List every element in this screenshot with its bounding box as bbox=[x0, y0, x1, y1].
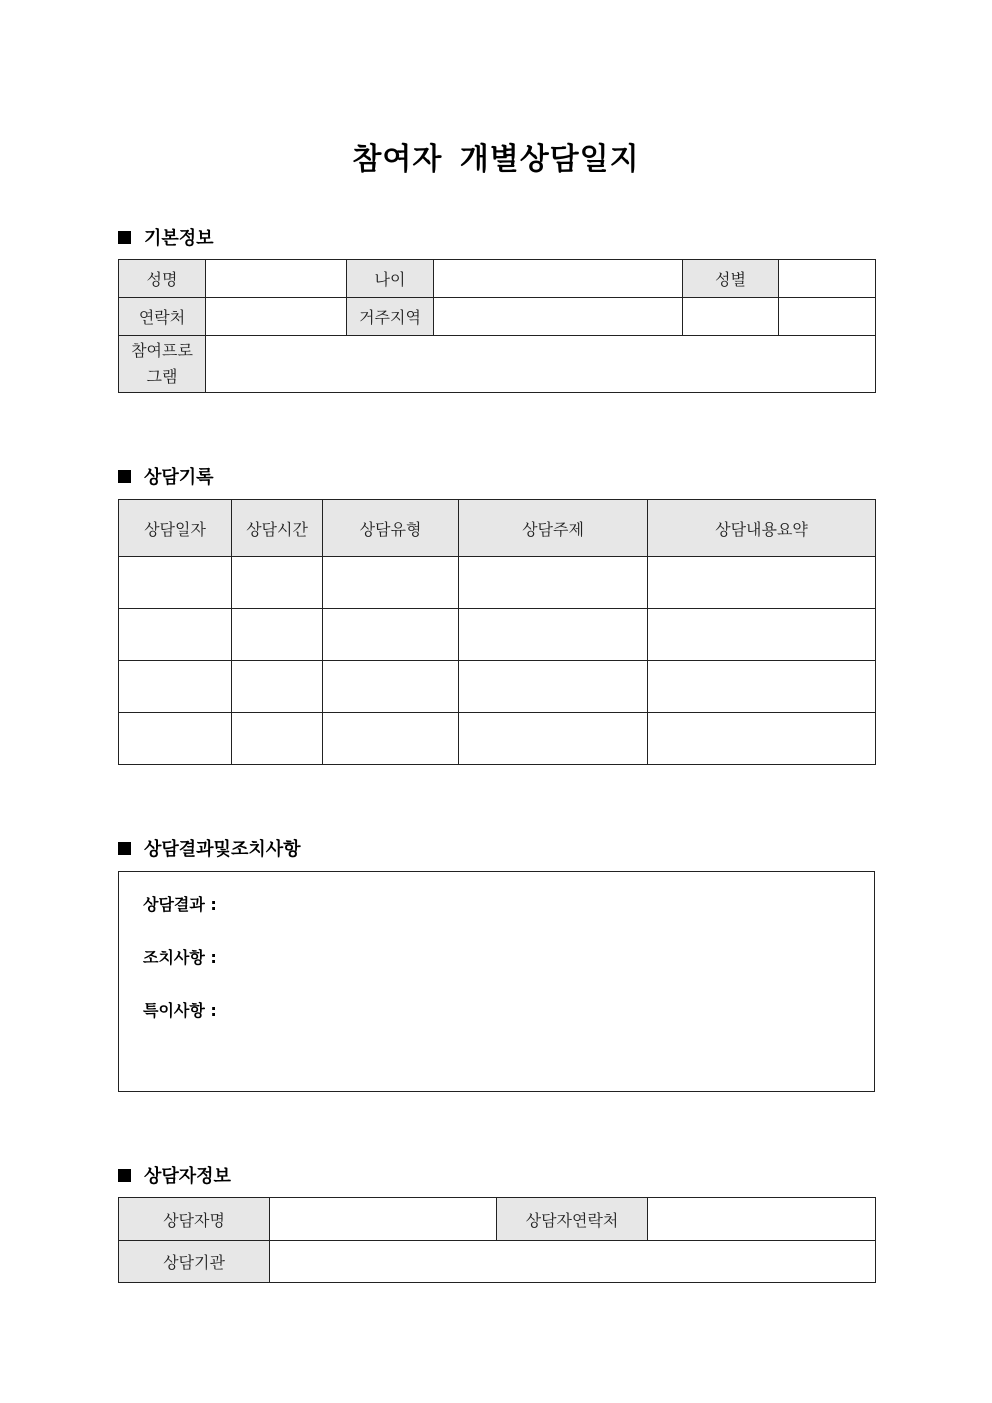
counsel-result-box[interactable] bbox=[118, 871, 875, 1092]
region-field[interactable] bbox=[434, 298, 683, 336]
counsel-record-heading-text: 상담기록 bbox=[144, 467, 214, 488]
counselor-org-field[interactable] bbox=[270, 1241, 876, 1283]
gender-label: 성별 bbox=[683, 260, 779, 298]
counsel-record-heading bbox=[118, 463, 214, 489]
counselor-name-label: 상담자명 bbox=[119, 1198, 270, 1241]
action-label: 조치사항 : bbox=[143, 948, 217, 967]
time-cell[interactable] bbox=[232, 609, 323, 661]
age-label: 나이 bbox=[347, 260, 434, 298]
type-cell[interactable] bbox=[323, 609, 459, 661]
column-header-date: 상담일자 bbox=[119, 500, 232, 557]
result-label: 상담결과 : bbox=[143, 895, 217, 914]
summary-cell[interactable] bbox=[648, 557, 876, 609]
table-row bbox=[119, 661, 876, 713]
contact-field[interactable] bbox=[206, 298, 347, 336]
topic-cell[interactable] bbox=[459, 661, 648, 713]
square-bullet-icon bbox=[118, 470, 131, 483]
counselor-info-heading bbox=[118, 1162, 231, 1188]
counselor-contact-label: 상담자연락처 bbox=[497, 1198, 648, 1241]
contact-label: 연락처 bbox=[119, 298, 206, 336]
counsel-record-table bbox=[118, 499, 876, 765]
program-label-line2: 그램 bbox=[146, 367, 178, 386]
topic-cell[interactable] bbox=[459, 713, 648, 765]
counselor-contact-field[interactable] bbox=[648, 1198, 876, 1241]
square-bullet-icon bbox=[118, 842, 131, 855]
notes-label: 특이사항 : bbox=[143, 1001, 217, 1020]
basic-info-heading-text: 기본정보 bbox=[144, 228, 214, 249]
topic-cell[interactable] bbox=[459, 557, 648, 609]
type-cell[interactable] bbox=[323, 557, 459, 609]
time-cell[interactable] bbox=[232, 713, 323, 765]
counselor-name-field[interactable] bbox=[270, 1198, 497, 1241]
summary-cell[interactable] bbox=[648, 713, 876, 765]
basic-info-table bbox=[118, 259, 876, 393]
column-header-summary: 상담내용요약 bbox=[648, 500, 876, 557]
counsel-result-heading bbox=[118, 835, 301, 861]
table-row bbox=[119, 609, 876, 661]
type-cell[interactable] bbox=[323, 713, 459, 765]
square-bullet-icon bbox=[118, 231, 131, 244]
time-cell[interactable] bbox=[232, 661, 323, 713]
document-title: 참여자 개별상담일지 bbox=[352, 142, 640, 177]
square-bullet-icon bbox=[118, 1169, 131, 1182]
summary-cell[interactable] bbox=[648, 609, 876, 661]
column-header-type: 상담유형 bbox=[323, 500, 459, 557]
extra-field-2[interactable] bbox=[779, 298, 876, 336]
table-row bbox=[119, 557, 876, 609]
program-label-line1: 참여프로 bbox=[131, 341, 193, 360]
topic-cell[interactable] bbox=[459, 609, 648, 661]
gender-field[interactable] bbox=[779, 260, 876, 298]
date-cell[interactable] bbox=[119, 609, 232, 661]
column-header-time: 상담시간 bbox=[232, 500, 323, 557]
summary-cell[interactable] bbox=[648, 661, 876, 713]
program-field[interactable] bbox=[206, 336, 876, 393]
extra-field-1[interactable] bbox=[683, 298, 779, 336]
program-label bbox=[119, 336, 206, 393]
date-cell[interactable] bbox=[119, 557, 232, 609]
name-label: 성명 bbox=[119, 260, 206, 298]
counselor-info-heading-text: 상담자정보 bbox=[144, 1166, 231, 1187]
name-field[interactable] bbox=[206, 260, 347, 298]
counsel-result-heading-text: 상담결과및조치사항 bbox=[144, 839, 301, 860]
basic-info-heading bbox=[118, 224, 214, 250]
date-cell[interactable] bbox=[119, 713, 232, 765]
age-field[interactable] bbox=[434, 260, 683, 298]
counselor-org-label: 상담기관 bbox=[119, 1241, 270, 1283]
time-cell[interactable] bbox=[232, 557, 323, 609]
type-cell[interactable] bbox=[323, 661, 459, 713]
column-header-topic: 상담주제 bbox=[459, 500, 648, 557]
counselor-info-table bbox=[118, 1197, 876, 1283]
table-row bbox=[119, 713, 876, 765]
region-label: 거주지역 bbox=[347, 298, 434, 336]
date-cell[interactable] bbox=[119, 661, 232, 713]
